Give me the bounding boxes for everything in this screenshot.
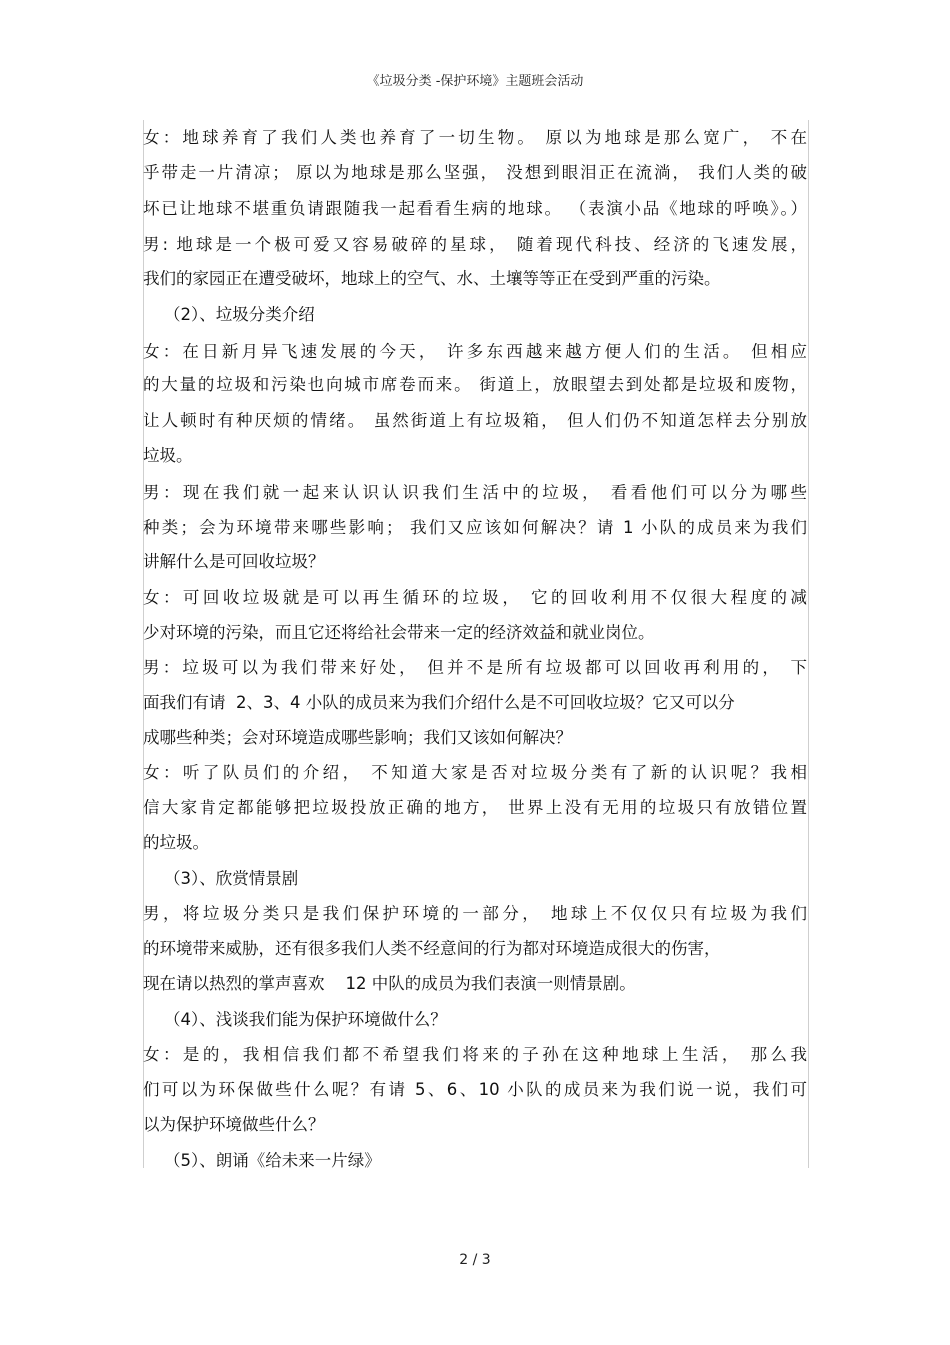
page-header-title: 《垃圾分类 -保护环境》主题班会活动 [366,74,584,89]
text-line: 男，将垃圾分类只是我们保护环境的一部分， 地球上不仅仅只有垃圾为我们 [143,904,807,923]
text-line: 们可以为环保做些什么呢？有请 5、6、10 小队的成员来为我们说一说，我们可 [143,1080,807,1099]
text-line: 让人顿时有种厌烦的情绪。 虽然街道上有垃圾箱， 但人们仍不知道怎样去分别放 [143,411,807,430]
text-line: 女：地球养育了我们人类也养育了一切生物。 原以为地球是那么宽广， 不在 [143,128,807,147]
page-number: 2 / 3 [459,1252,491,1268]
text-line: 我们的家园正在遭受破坏，地球上的空气、水、土壤等等正在受到严重的污染。 [143,269,721,288]
text-line: 种类；会为环境带来哪些影响； 我们又应该如何解决？请 1 小队的成员来为我们 [143,518,807,537]
text-line: 的环境带来威胁，还有很多我们人类不经意间的行为都对环境造成很大的伤害， [143,939,721,958]
section-heading: （4）、浅谈我们能为保护环境做什么？ [143,1010,447,1029]
text-line: 女：在日新月异飞速发展的今天， 许多东西越来越方便人们的生活。 但相应 [143,342,807,361]
section-heading: （2）、垃圾分类介绍 [143,305,315,324]
text-line: 信大家肯定都能够把垃圾投放正确的地方， 世界上没有无用的垃圾只有放错位置 [143,798,807,817]
text-line: 少对环境的污染，而且它还将给社会带来一定的经济效益和就业岗位。 [143,623,655,642]
text-line: 男：垃圾可以为我们带来好处， 但并不是所有垃圾都可以回收再利用的， 下 [143,658,807,677]
text-line: 的大量的垃圾和污染也向城市席卷而来。 街道上，放眼望去到处都是垃圾和废物， [143,375,807,394]
text-line: 女：可回收垃圾就是可以再生循环的垃圾， 它的回收利用不仅很大程度的减 [143,588,807,607]
text-line: 乎带走一片清凉； 原以为地球是那么坚强， 没想到眼泪正在流淌， 我们人类的破 [143,163,807,182]
text-line: 的垃圾。 [143,833,209,852]
text-line: 面我们有请 2、3、4 小队的成员来为我们介绍什么是不可回收垃圾？它又可以分 [143,693,735,712]
section-heading: （3）、欣赏情景剧 [143,869,299,888]
text-line: 现在请以热烈的掌声喜欢 12 中队的成员为我们表演一则情景剧。 [143,974,636,993]
section-heading: （5）、朗诵《给未来一片绿》 [143,1151,381,1170]
text-line: 以为保护环境做些什么？ [143,1115,325,1134]
text-line: 坏已让地球不堪重负请跟随我一起看看生病的地球。 （表演小品《地球的呼唤》。） [143,199,807,218]
text-line: 垃圾。 [143,446,193,465]
text-line: 女：是的，我相信我们都不希望我们将来的子孙在这种地球上生活， 那么我 [143,1045,807,1064]
text-line: 成哪些种类；会对环境造成哪些影响；我们又该如何解决？ [143,728,572,747]
text-line: 男：现在我们就一起来认识认识我们生活中的垃圾， 看看他们可以分为哪些 [143,483,807,502]
text-line: 女：听了队员们的介绍， 不知道大家是否对垃圾分类有了新的认识呢？我相 [143,763,807,782]
text-line: 男: 地球是一个极可爱又容易破碎的星球， 随着现代科技、经济的飞速发展， [143,235,807,254]
text-line: 讲解什么是可回收垃圾？ [143,552,325,571]
